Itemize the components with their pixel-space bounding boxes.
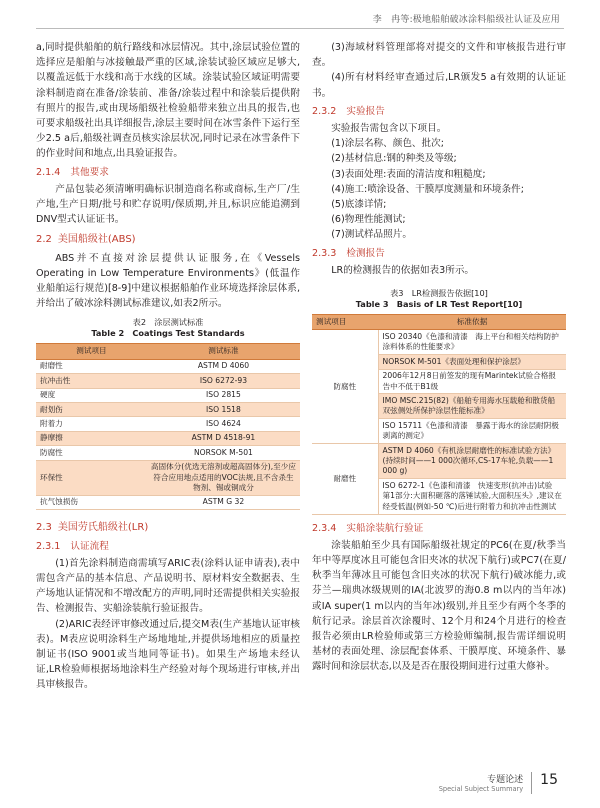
- table-cell: 抗气蚀损伤: [36, 495, 147, 509]
- table-row: [36, 446, 300, 460]
- table-cell: 高固体分(优选无溶剂或超高固体分),至少应符合应用地点适用的VOC法规,且不含杀生物剂、锡或铜成分: [147, 460, 300, 495]
- table-cell: ASTM D 4060: [147, 359, 300, 373]
- section-number: 2.2: [36, 234, 52, 246]
- table-row: [36, 403, 300, 417]
- paragraph: (2)ARIC表经评审修改通过后,提交M表(生产基地认证审核表)。M表应说明涂料生产场地地址,并提供场地相应的质量控制证书(ISO 9001或当地同等证书)。如果生产场地未经认证,LR检验师根据场地涂料生产经验对每个现场进行审核,并出具审核报告。: [36, 618, 300, 691]
- paragraph: 产品包装必须清晰明确标识制造商名称或商标,生产厂/生产地,生产日期/批号和贮存说明/保质期,并且,标识应能追溯到DNV型式认证证书。: [36, 183, 300, 226]
- table-2-caption: 表2 涂层测试标准: [132, 317, 204, 328]
- paragraph: a,同时提供船舶的航行路线和冰层情况。其中,涂层试验位置的选择应是船舶与冰接触最严重的区域,涂装试验区域应足够大,以覆盖远低于水线和高于水线的区域。涂装试验区域证明需要涂料制造商在准备/涂装前、准备/涂装过程中和涂装后提供附有照片的报告,或由现场船级社检验船带来独立出具的报告,也可要求船级社出具详细报告,涂层主要时间在冰雪条件下运行至少2.5 a后,船级社调查员核实涂层状况,同时记录在冰雪条件下的作业时间和地点,出具验证报告。: [36, 42, 300, 160]
- section-number: 2.1.4: [36, 166, 61, 178]
- table-cell: ISO 6272-93: [147, 374, 300, 388]
- running-header: 李 冉等:极地船舶破冰涂料船级社认证及应用: [372, 15, 560, 25]
- list-item: (6)物理性能测试;: [331, 214, 406, 226]
- list-item: (1)涂层名称、颜色、批次;: [331, 138, 444, 150]
- table-cell: ISO 1518: [147, 403, 300, 417]
- column-header: 标准依据: [378, 315, 566, 330]
- page-footer: [439, 772, 558, 794]
- section-title: 实船涂装航行验证: [346, 522, 424, 534]
- table-row: [36, 374, 300, 388]
- section-title: 实验报告: [346, 105, 385, 117]
- table-header-row: [312, 315, 566, 330]
- section-heading-2-3-3: [312, 246, 566, 261]
- paragraph: (1)首先涂料制造商需填写ARIC表(涂料认证申请表),表中需包含产品的基本信息、产品说明书、原材料安全数据表、生产场地认证情况和不增改配方的声明,同时还需提供相关实验报告、检测报告、实船涂装航行验证报告。: [36, 557, 300, 615]
- section-title: 其他要求: [70, 166, 109, 178]
- report-items-list: [312, 136, 566, 242]
- column-header: 测试标准: [147, 344, 300, 359]
- table-cell: IMO MSC.215(82)《船舶专用海水压载舱和散货船双弦侧处所保护涂层性能标准》: [378, 394, 566, 419]
- column-header: 测试项目: [312, 315, 378, 330]
- table-cell: ASTM D 4060《有机涂层耐磨性的标准试验方法》(持续时间——1 000次循环,CS-17车轮,负载——1 000 g): [378, 444, 566, 479]
- section-number: 2.3.2: [312, 105, 337, 117]
- paragraph: (4)所有材料经审查通过后,LR颁发5 a有效期的认证证书。: [312, 72, 566, 99]
- section-heading-2-3: [36, 520, 300, 535]
- table-cell: ASTM G 32: [147, 495, 300, 509]
- table-cell: NORSOK M-501《表面处理和保护涂层》: [378, 355, 566, 369]
- page-number: 15: [540, 772, 558, 788]
- section-number: 2.3.1: [36, 540, 61, 552]
- paragraph: 实验报告需包含以下项目。: [331, 123, 447, 135]
- list-item: (3)表面处理:表面的清洁度和粗糙度;: [331, 168, 486, 180]
- table-header-row: [36, 344, 300, 359]
- section-heading-2-3-4: [312, 521, 566, 536]
- list-item: (4)施工:喷涂设备、干膜厚度测量和环境条件;: [331, 183, 524, 195]
- group-cell: 耐磨性: [312, 444, 378, 514]
- list-item: (5)底漆详情;: [331, 199, 387, 211]
- section-title: 美国劳氏船级社(LR): [57, 522, 149, 534]
- header-rule: [36, 28, 564, 29]
- table-cell: NORSOK M-501: [147, 446, 300, 460]
- table-row: [36, 388, 300, 402]
- table-cell: ISO 2815: [147, 388, 300, 402]
- table-cell: 抗冲击性: [36, 374, 147, 388]
- coatings-test-standards-table: [36, 343, 300, 510]
- paragraph: (3)海域材料管理部将对提交的文件和审核报告进行审查。: [312, 42, 566, 69]
- table-cell: 2006年12月8日前签发的现有Marintek试验合格报告中不低于B1级: [378, 369, 566, 394]
- table-cell: ISO 4624: [147, 417, 300, 431]
- table-cell: 静摩擦: [36, 431, 147, 445]
- left-column: [36, 40, 300, 693]
- table-cell: 环保性: [36, 460, 147, 495]
- footer-divider: [531, 772, 532, 794]
- section-number: 2.3.3: [312, 247, 337, 259]
- table-cell: 耐划伤: [36, 403, 147, 417]
- group-cell: 防腐性: [312, 330, 378, 444]
- table-3-caption-en: Table 3 Basis of LR Test Report[10]: [355, 299, 523, 310]
- table-cell: ISO 15711《色漆和清漆 暴露于海水的涂层耐阴极剥离的测定》: [378, 419, 566, 444]
- paragraph: ABS并不直接对涂层提供认证服务,在《Vessels Operating in Low Temperature Environments》(低温作业船舶运行规范)[8-9]中建议根据船舶作业环境选择涂层体系,并给出了破冰涂料测试标准建议,如表2所示。: [36, 252, 300, 310]
- section-number: 2.3.4: [312, 522, 337, 534]
- section-title: 美国船级社(ABS): [57, 234, 136, 246]
- table-2-caption-en: Table 2 Coatings Test Standards: [91, 328, 245, 339]
- section-heading-2-2: [36, 232, 300, 247]
- table-cell: ISO 6272-1《色漆和清漆 快速变形(抗冲击)试验 第1部分:大面积砸落的落锤试验,大面积压头》,建议在经受低温(例如-50 ℃)后进行附着力和抗冲击性测试: [378, 479, 566, 514]
- table-cell: ISO 20340《色漆和清漆 海上平台和相关结构防护涂料体系的性能要求》: [378, 330, 566, 355]
- section-title: 检测报告: [346, 247, 385, 259]
- table-cell: 防腐性: [36, 446, 147, 460]
- table-row: [312, 444, 566, 479]
- footer-section-label: [439, 772, 523, 793]
- section-number: 2.3: [36, 522, 52, 534]
- column-header: 测试项目: [36, 344, 147, 359]
- table-row: [36, 417, 300, 431]
- footer-section-en: Special Subject Summary: [438, 785, 524, 793]
- list-item: (2)基材信息:钢的种类及等级;: [331, 153, 457, 165]
- section-title: 认证流程: [70, 540, 109, 552]
- table-cell: 硬度: [36, 388, 147, 402]
- table-cell: ASTM D 4518-91: [147, 431, 300, 445]
- footer-section-cn: 专题论述: [487, 775, 524, 785]
- paragraph: LR的检测报告的依据如表3所示。: [331, 264, 475, 276]
- table-row: [36, 431, 300, 445]
- table-row: [312, 330, 566, 355]
- lr-test-report-basis-table: [312, 314, 566, 515]
- list-item: (7)测试样品照片。: [331, 229, 412, 241]
- table-cell: 耐磨性: [36, 359, 147, 373]
- right-column: [312, 40, 566, 675]
- section-heading-2-1-4: [36, 165, 300, 180]
- paragraph: 涂装船舶至少具有国际船级社规定的PC6(在夏/秋季当年中等厚度冰且可能包含旧夹冰的状况下航行)或PC7(在夏/秋季当年薄冰且可能包含旧夹冰的状况下航行)破冰能力,或芬兰—瑞典冰级规则的IA(北波罗的海0.8 m以内的当年冰)或IA super(1 m以内的当年冰)级别,并且至少有两个冬季的航行记录。涂层首次涂覆时、12个月和24个月进行的检查报告必须由LR检验师或第三方检验师编制,报告需详细说明基材的表面处理、涂层配套体系、干膜厚度、环境条件、暴露时间和涂层状态,以及是否在服役期间进行过重大修补。: [312, 539, 566, 673]
- table-row: [36, 460, 300, 495]
- table-row: [36, 359, 300, 373]
- table-cell: 附着力: [36, 417, 147, 431]
- section-heading-2-3-1: [36, 539, 300, 554]
- section-heading-2-3-2: [312, 104, 566, 119]
- table-row: [36, 495, 300, 509]
- table-3-caption: 表3 LR检测报告依据[10]: [390, 288, 488, 299]
